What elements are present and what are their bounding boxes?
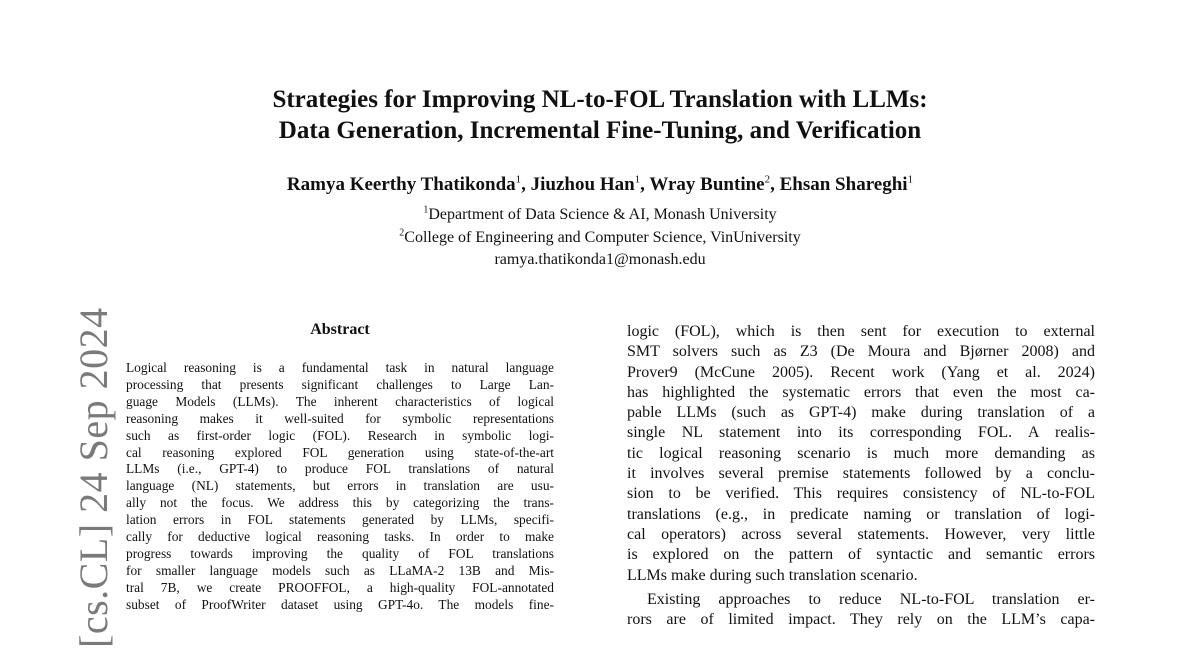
abstract-heading: Abstract [310, 321, 370, 338]
body-line: translations (e.g., in predicate naming or translation of logi- [627, 505, 1095, 523]
abstract-line: cal reasoning explored FOL generation using state-of-the-art [126, 444, 554, 460]
abstract-body [126, 360, 554, 614]
abstract-line: language (NL) statements, but errors in translation are usu- [126, 478, 554, 494]
abstract-line: such as first-order logic (FOL). Research in symbolic logi- [126, 427, 554, 443]
affiliations [150, 204, 1050, 272]
author-affil-mark: 1 [907, 173, 914, 186]
body-line: is explored on the pattern of syntactic and semantic errors [627, 546, 1095, 564]
abstract-line: subset of ProofWriter dataset using GPT-4o. The models fine- [126, 596, 554, 612]
body-line: Existing approaches to reduce NL-to-FOL translation er- [647, 590, 1095, 608]
body-line: LLMs make during such translation scenario. [627, 566, 918, 584]
abstract-line: tral 7B, we create PROOFFOL, a high-quality FOL-annotated [126, 579, 554, 595]
author-name: Jiuzhou Han [530, 174, 635, 195]
author-affil-mark: 1 [515, 173, 522, 186]
abstract-line: reasoning makes it well-suited for symbolic representations [126, 410, 554, 426]
body-line: logic (FOL), which is then sent for execution to external [627, 323, 1095, 340]
arxiv-sidebar-stamp [22, 307, 116, 648]
title-line-2: Data Generation, Incremental Fine-Tuning, and Verification [278, 117, 922, 144]
abstract-line: lation errors in FOL statements generated by LLMs, specifi- [126, 512, 554, 528]
author-affil-mark: 1 [634, 173, 641, 186]
affiliation-text: Department of Data Science & AI, Monash University [428, 206, 777, 223]
abstract-line: progress towards improving the quality of FOL translations [126, 545, 554, 561]
body-line: rors are of limited impact. They rely on the LLM’s capa- [627, 611, 1095, 629]
right-column-body [627, 322, 1095, 630]
author-affil-mark: 2 [764, 173, 771, 186]
arxiv-stamp-text: [cs.CL] 24 Sep 2024 [71, 307, 116, 648]
body-line: sion to be verified. This requires consistency of NL-to-FOL [627, 485, 1095, 503]
body-line: single NL statement into its corresponding FOL. A realis- [627, 424, 1095, 442]
paper-title [150, 84, 1050, 146]
abstract-line: LLMs (i.e., GPT-4) to produce FOL translations of natural [126, 461, 554, 477]
body-line: SMT solvers such as Z3 (De Moura and Bjørner 2008) and [627, 343, 1095, 361]
author-name: Wray Buntine [649, 174, 765, 195]
author-list: Ramya Keerthy Thatikonda$^1$, Jiuzhou Han$^1$, Wray Buntine$^2$, Ehsan Shareghi$^1$ [286, 173, 914, 195]
body-line: tic logical reasoning scenario is much more demanding as [627, 444, 1095, 462]
body-line: has highlighted the systematic errors that even the most ca- [627, 383, 1095, 401]
abstract-line: cally for deductive logical reasoning tasks. In order to make [126, 529, 554, 545]
abstract-line: guage Models (LLMs). The inherent characteristics of logical [126, 393, 554, 409]
body-line: it involves several premise statements followed by a conclu- [627, 465, 1095, 483]
author-name: Ramya Keerthy Thatikonda [286, 174, 516, 195]
affiliation-line [150, 204, 1050, 227]
body-line: pable LLMs (such as GPT-4) make during translation of a [627, 404, 1095, 422]
body-line: Prover9 (McCune 2005). Recent work (Yang et al. 2024) [627, 363, 1095, 381]
author-email: ramya.thatikonda1@monash.edu [494, 251, 706, 268]
abstract-line: for smaller language models such as LLaMA-2 13B and Mis- [126, 562, 554, 578]
abstract-line: Logical reasoning is a fundamental task in natural language [126, 360, 554, 375]
title-line-1: Strategies for Improving NL-to-FOL Translation with LLMs: [272, 86, 928, 113]
author-name: Ehsan Shareghi [779, 174, 908, 195]
affiliation-line [150, 227, 1050, 250]
affiliation-mark: 2 [399, 227, 405, 239]
abstract-line: ally not the focus. We address this by categorizing the trans- [126, 495, 554, 511]
affiliation-text: College of Engineering and Computer Science, VinUniversity [404, 228, 801, 246]
body-line: cal operators) across several statements. However, very little [627, 525, 1095, 543]
abstract-line: processing that presents significant challenges to Large Lan- [126, 376, 554, 392]
affiliation-mark: 1 [423, 204, 429, 216]
